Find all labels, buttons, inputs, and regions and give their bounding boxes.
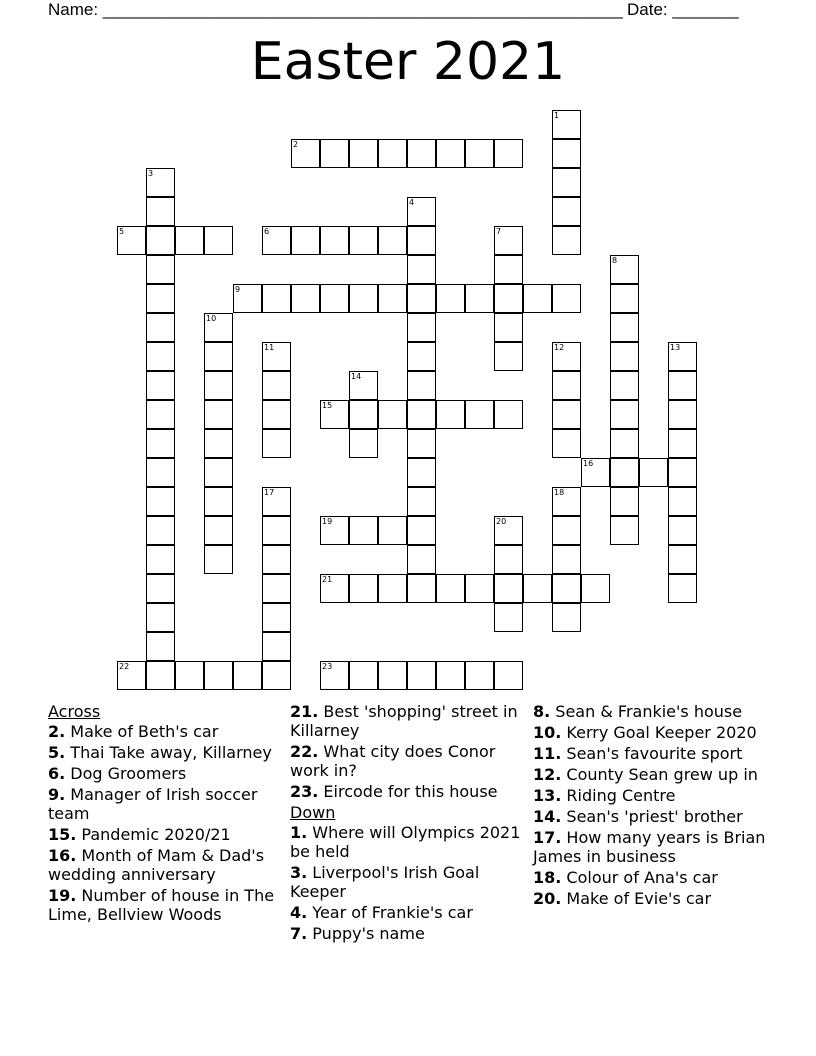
grid-cell[interactable] bbox=[436, 574, 465, 603]
grid-cell[interactable] bbox=[552, 168, 581, 197]
clue-number: 15 bbox=[322, 401, 333, 410]
grid-cell[interactable] bbox=[494, 139, 523, 168]
clue-num: 22. bbox=[290, 742, 319, 761]
grid-cell[interactable] bbox=[552, 516, 581, 545]
clue-num: 20. bbox=[533, 889, 562, 908]
clue-heading: Across bbox=[48, 702, 101, 721]
clue-text: Where will Olympics 2021 be held bbox=[290, 823, 521, 861]
clue-number: 21 bbox=[322, 575, 333, 584]
grid-cell[interactable] bbox=[262, 429, 291, 458]
grid-cell[interactable] bbox=[552, 429, 581, 458]
grid-cell[interactable] bbox=[204, 429, 233, 458]
clue-item bbox=[533, 889, 769, 908]
grid-cell[interactable] bbox=[407, 197, 436, 226]
grid-cell[interactable] bbox=[436, 284, 465, 313]
clue-item bbox=[533, 807, 769, 826]
clue-num: 6. bbox=[48, 764, 66, 783]
grid-cell[interactable] bbox=[204, 661, 233, 690]
clue-num: 13. bbox=[533, 786, 562, 805]
clue-number: 8 bbox=[612, 256, 618, 265]
grid-cell[interactable] bbox=[610, 487, 639, 516]
grid-cell[interactable] bbox=[146, 661, 175, 690]
grid-cell[interactable] bbox=[291, 139, 320, 168]
grid-cell[interactable] bbox=[494, 661, 523, 690]
grid-cell[interactable] bbox=[407, 487, 436, 516]
clue-num: 14. bbox=[533, 807, 562, 826]
grid-cell[interactable] bbox=[233, 661, 262, 690]
grid-cell[interactable] bbox=[668, 458, 697, 487]
grid-cell[interactable] bbox=[407, 284, 436, 313]
grid-cell[interactable] bbox=[204, 516, 233, 545]
grid-cell[interactable] bbox=[610, 313, 639, 342]
clue-text: Month of Mam & Dad's wedding anniversary bbox=[48, 846, 265, 884]
clue-number: 17 bbox=[264, 488, 275, 497]
grid-cell[interactable] bbox=[436, 139, 465, 168]
clue-item bbox=[533, 828, 769, 866]
clue-text: Sean's favourite sport bbox=[561, 744, 743, 763]
clue-num: 4. bbox=[290, 903, 308, 922]
date-field[interactable]: Date: _______ bbox=[627, 0, 739, 19]
grid-cell[interactable] bbox=[262, 284, 291, 313]
grid-cell[interactable] bbox=[146, 313, 175, 342]
grid-cell[interactable] bbox=[146, 487, 175, 516]
grid-cell[interactable] bbox=[349, 574, 378, 603]
grid-cell[interactable] bbox=[407, 516, 436, 545]
clue-text: Make of Beth's car bbox=[65, 722, 219, 741]
clue-item bbox=[48, 825, 280, 844]
grid-cell[interactable] bbox=[320, 661, 349, 690]
grid-cell[interactable] bbox=[436, 661, 465, 690]
grid-cell[interactable] bbox=[407, 342, 436, 371]
grid-cell[interactable] bbox=[465, 574, 494, 603]
grid-cell[interactable] bbox=[465, 400, 494, 429]
clue-number: 12 bbox=[554, 343, 565, 352]
grid-cell[interactable] bbox=[320, 226, 349, 255]
grid-cell[interactable] bbox=[262, 603, 291, 632]
clue-num: 23. bbox=[290, 782, 319, 801]
grid-cell[interactable] bbox=[146, 197, 175, 226]
grid-cell[interactable] bbox=[610, 429, 639, 458]
clue-num: 7. bbox=[290, 924, 308, 943]
grid-cell[interactable] bbox=[552, 371, 581, 400]
clue-text: Manager of Irish soccer team bbox=[48, 785, 258, 823]
grid-cell[interactable] bbox=[146, 574, 175, 603]
clue-num: 21. bbox=[290, 702, 319, 721]
grid-cell[interactable] bbox=[494, 516, 523, 545]
clue-text: Make of Evie's car bbox=[561, 889, 712, 908]
grid-cell[interactable] bbox=[320, 284, 349, 313]
clue-num: 16. bbox=[48, 846, 77, 865]
grid-cell[interactable] bbox=[146, 545, 175, 574]
clue-item bbox=[533, 765, 769, 784]
grid-cell[interactable] bbox=[262, 574, 291, 603]
grid-cell[interactable] bbox=[668, 516, 697, 545]
clue-num: 17. bbox=[533, 828, 562, 847]
grid-cell[interactable] bbox=[378, 400, 407, 429]
grid-cell[interactable] bbox=[494, 313, 523, 342]
grid-cell[interactable] bbox=[204, 400, 233, 429]
grid-cell[interactable] bbox=[465, 139, 494, 168]
grid-cell[interactable] bbox=[552, 545, 581, 574]
grid-cell[interactable] bbox=[465, 284, 494, 313]
clue-number: 2 bbox=[293, 140, 299, 149]
grid-cell[interactable] bbox=[407, 371, 436, 400]
grid-cell[interactable] bbox=[494, 342, 523, 371]
grid-cell[interactable] bbox=[610, 342, 639, 371]
grid-cell[interactable] bbox=[494, 226, 523, 255]
grid-cell[interactable] bbox=[668, 429, 697, 458]
clue-item bbox=[290, 702, 522, 740]
grid-cell[interactable] bbox=[523, 284, 552, 313]
grid-cell[interactable] bbox=[146, 226, 175, 255]
clues-column-2 bbox=[290, 702, 522, 945]
clue-num: 15. bbox=[48, 825, 77, 844]
grid-cell[interactable] bbox=[291, 284, 320, 313]
clue-item bbox=[48, 846, 280, 884]
clue-item bbox=[48, 764, 280, 783]
grid-cell[interactable] bbox=[262, 632, 291, 661]
name-field[interactable]: Name: _______________________________________________________ bbox=[48, 0, 623, 19]
clue-number: 22 bbox=[119, 662, 130, 671]
grid-cell[interactable] bbox=[407, 545, 436, 574]
grid-cell[interactable] bbox=[407, 458, 436, 487]
clue-text: Sean's 'priest' brother bbox=[561, 807, 743, 826]
clue-text: Thai Take away, Killarney bbox=[65, 743, 272, 762]
grid-cell[interactable] bbox=[668, 371, 697, 400]
clue-number: 23 bbox=[322, 662, 333, 671]
grid-cell[interactable] bbox=[349, 429, 378, 458]
grid-cell[interactable] bbox=[204, 342, 233, 371]
clue-number: 7 bbox=[496, 227, 502, 236]
grid-cell[interactable] bbox=[146, 371, 175, 400]
grid-cell[interactable] bbox=[639, 458, 668, 487]
clue-num: 18. bbox=[533, 868, 562, 887]
clue-num: 1. bbox=[290, 823, 308, 842]
grid-cell[interactable] bbox=[204, 313, 233, 342]
clue-number: 20 bbox=[496, 517, 507, 526]
grid-cell[interactable] bbox=[378, 661, 407, 690]
clue-number: 14 bbox=[351, 372, 362, 381]
grid-cell[interactable] bbox=[204, 487, 233, 516]
grid-cell[interactable] bbox=[262, 487, 291, 516]
clue-text: Sean & Frankie's house bbox=[550, 702, 743, 721]
clue-text: County Sean grew up in bbox=[561, 765, 758, 784]
grid-cell[interactable] bbox=[552, 400, 581, 429]
clue-item bbox=[290, 782, 522, 801]
clue-item bbox=[290, 863, 522, 901]
clue-number: 16 bbox=[583, 459, 594, 468]
grid-cell[interactable] bbox=[378, 226, 407, 255]
clue-number: 1 bbox=[554, 111, 560, 120]
clue-num: 11. bbox=[533, 744, 562, 763]
clue-number: 4 bbox=[409, 198, 415, 207]
grid-cell[interactable] bbox=[494, 284, 523, 313]
grid-cell[interactable] bbox=[262, 226, 291, 255]
clue-text: Eircode for this house bbox=[318, 782, 498, 801]
clue-num: 10. bbox=[533, 723, 562, 742]
grid-cell[interactable] bbox=[146, 255, 175, 284]
clue-item bbox=[290, 823, 522, 861]
clue-num: 19. bbox=[48, 886, 77, 905]
grid-cell[interactable] bbox=[262, 661, 291, 690]
grid-cell[interactable] bbox=[407, 574, 436, 603]
grid-cell[interactable] bbox=[494, 545, 523, 574]
grid-cell[interactable] bbox=[407, 313, 436, 342]
grid-cell[interactable] bbox=[320, 516, 349, 545]
grid-cell[interactable] bbox=[146, 458, 175, 487]
clue-number: 13 bbox=[670, 343, 681, 352]
clue-num: 2. bbox=[48, 722, 66, 741]
grid-cell[interactable] bbox=[407, 400, 436, 429]
grid-cell[interactable] bbox=[378, 284, 407, 313]
grid-cell[interactable] bbox=[146, 429, 175, 458]
grid-cell[interactable] bbox=[552, 197, 581, 226]
grid-cell[interactable] bbox=[668, 574, 697, 603]
clue-number: 3 bbox=[148, 169, 154, 178]
grid-cell[interactable] bbox=[378, 574, 407, 603]
grid-cell[interactable] bbox=[465, 661, 494, 690]
grid-cell[interactable] bbox=[407, 139, 436, 168]
grid-cell[interactable] bbox=[523, 574, 552, 603]
clue-number: 19 bbox=[322, 517, 333, 526]
clue-text: Pandemic 2020/21 bbox=[76, 825, 231, 844]
grid-cell[interactable] bbox=[349, 400, 378, 429]
clue-item bbox=[533, 744, 769, 763]
grid-cell[interactable] bbox=[291, 226, 320, 255]
grid-cell[interactable] bbox=[610, 458, 639, 487]
clue-item bbox=[290, 742, 522, 780]
clues-column-3 bbox=[533, 702, 769, 910]
grid-cell[interactable] bbox=[378, 516, 407, 545]
grid-cell[interactable] bbox=[552, 139, 581, 168]
grid-cell[interactable] bbox=[407, 255, 436, 284]
clue-item bbox=[290, 903, 522, 922]
clue-number: 18 bbox=[554, 488, 565, 497]
grid-cell[interactable] bbox=[552, 487, 581, 516]
grid-cell[interactable] bbox=[378, 139, 407, 168]
grid-cell[interactable] bbox=[552, 603, 581, 632]
clue-number: 6 bbox=[264, 227, 270, 236]
grid-cell[interactable] bbox=[175, 226, 204, 255]
grid-cell[interactable] bbox=[668, 487, 697, 516]
clue-text: Riding Centre bbox=[561, 786, 676, 805]
clue-text: Puppy's name bbox=[307, 924, 425, 943]
clue-text: How many years is Brian James in business bbox=[533, 828, 766, 866]
clue-item bbox=[48, 785, 280, 823]
grid-cell[interactable] bbox=[610, 516, 639, 545]
grid-cell[interactable] bbox=[610, 400, 639, 429]
grid-cell[interactable] bbox=[610, 371, 639, 400]
puzzle-title: Easter 2021 bbox=[250, 32, 566, 92]
grid-cell[interactable] bbox=[320, 400, 349, 429]
clue-text: What city does Conor work in? bbox=[290, 742, 496, 780]
clue-text: Liverpool's Irish Goal Keeper bbox=[290, 863, 480, 901]
grid-cell[interactable] bbox=[146, 516, 175, 545]
grid-cell[interactable] bbox=[146, 632, 175, 661]
grid-cell[interactable] bbox=[117, 661, 146, 690]
grid-cell[interactable] bbox=[407, 661, 436, 690]
grid-cell[interactable] bbox=[581, 458, 610, 487]
clue-item bbox=[533, 702, 769, 721]
grid-cell[interactable] bbox=[349, 139, 378, 168]
grid-cell[interactable] bbox=[146, 168, 175, 197]
grid-cell[interactable] bbox=[552, 110, 581, 139]
clue-item bbox=[48, 722, 280, 741]
clue-text: Colour of Ana's car bbox=[561, 868, 718, 887]
clue-text: Year of Frankie's car bbox=[307, 903, 473, 922]
clue-item bbox=[533, 868, 769, 887]
grid-cell[interactable] bbox=[262, 371, 291, 400]
grid-cell[interactable] bbox=[494, 603, 523, 632]
grid-cell[interactable] bbox=[349, 284, 378, 313]
grid-cell[interactable] bbox=[494, 400, 523, 429]
clue-num: 3. bbox=[290, 863, 308, 882]
clue-heading: Down bbox=[290, 803, 336, 822]
grid-cell[interactable] bbox=[204, 458, 233, 487]
grid-cell[interactable] bbox=[610, 284, 639, 313]
clue-text: Kerry Goal Keeper 2020 bbox=[561, 723, 757, 742]
clue-item bbox=[533, 723, 769, 742]
clue-text: Number of house in The Lime, Bellview Woods bbox=[48, 886, 275, 924]
grid-cell[interactable] bbox=[610, 255, 639, 284]
clue-num: 9. bbox=[48, 785, 66, 804]
grid-cell[interactable] bbox=[146, 284, 175, 313]
clue-item bbox=[290, 924, 522, 943]
clue-text: Best 'shopping' street in Killarney bbox=[290, 702, 518, 740]
grid-cell[interactable] bbox=[320, 574, 349, 603]
grid-cell[interactable] bbox=[552, 574, 581, 603]
grid-cell[interactable] bbox=[146, 400, 175, 429]
clue-number: 9 bbox=[235, 285, 241, 294]
grid-cell[interactable] bbox=[494, 255, 523, 284]
grid-cell[interactable] bbox=[349, 516, 378, 545]
grid-cell[interactable] bbox=[552, 284, 581, 313]
grid-cell[interactable] bbox=[668, 342, 697, 371]
grid-cell[interactable] bbox=[117, 226, 146, 255]
grid-cell[interactable] bbox=[436, 400, 465, 429]
clues-column-1 bbox=[48, 702, 280, 926]
grid-cell[interactable] bbox=[494, 574, 523, 603]
grid-cell[interactable] bbox=[349, 371, 378, 400]
grid-cell[interactable] bbox=[233, 284, 262, 313]
grid-cell[interactable] bbox=[175, 661, 204, 690]
grid-cell[interactable] bbox=[146, 603, 175, 632]
clue-item bbox=[533, 786, 769, 805]
grid-cell[interactable] bbox=[262, 545, 291, 574]
grid-cell[interactable] bbox=[552, 226, 581, 255]
clue-num: 8. bbox=[533, 702, 551, 721]
clue-text: Dog Groomers bbox=[65, 764, 187, 783]
grid-cell[interactable] bbox=[204, 545, 233, 574]
clue-number: 5 bbox=[119, 227, 125, 236]
grid-cell[interactable] bbox=[668, 400, 697, 429]
clue-num: 5. bbox=[48, 743, 66, 762]
grid-cell[interactable] bbox=[204, 226, 233, 255]
grid-cell[interactable] bbox=[407, 429, 436, 458]
clue-item bbox=[48, 743, 280, 762]
grid-cell[interactable] bbox=[262, 400, 291, 429]
grid-cell[interactable] bbox=[668, 545, 697, 574]
clue-number: 10 bbox=[206, 314, 217, 323]
grid-cell[interactable] bbox=[581, 574, 610, 603]
grid-cell[interactable] bbox=[320, 139, 349, 168]
grid-cell[interactable] bbox=[204, 371, 233, 400]
grid-cell[interactable] bbox=[407, 226, 436, 255]
grid-cell[interactable] bbox=[349, 226, 378, 255]
clue-item bbox=[48, 886, 280, 924]
grid-cell[interactable] bbox=[262, 516, 291, 545]
clue-num: 12. bbox=[533, 765, 562, 784]
clue-number: 11 bbox=[264, 343, 275, 352]
grid-cell[interactable] bbox=[349, 661, 378, 690]
grid-cell[interactable] bbox=[552, 342, 581, 371]
grid-cell[interactable] bbox=[262, 342, 291, 371]
grid-cell[interactable] bbox=[146, 342, 175, 371]
